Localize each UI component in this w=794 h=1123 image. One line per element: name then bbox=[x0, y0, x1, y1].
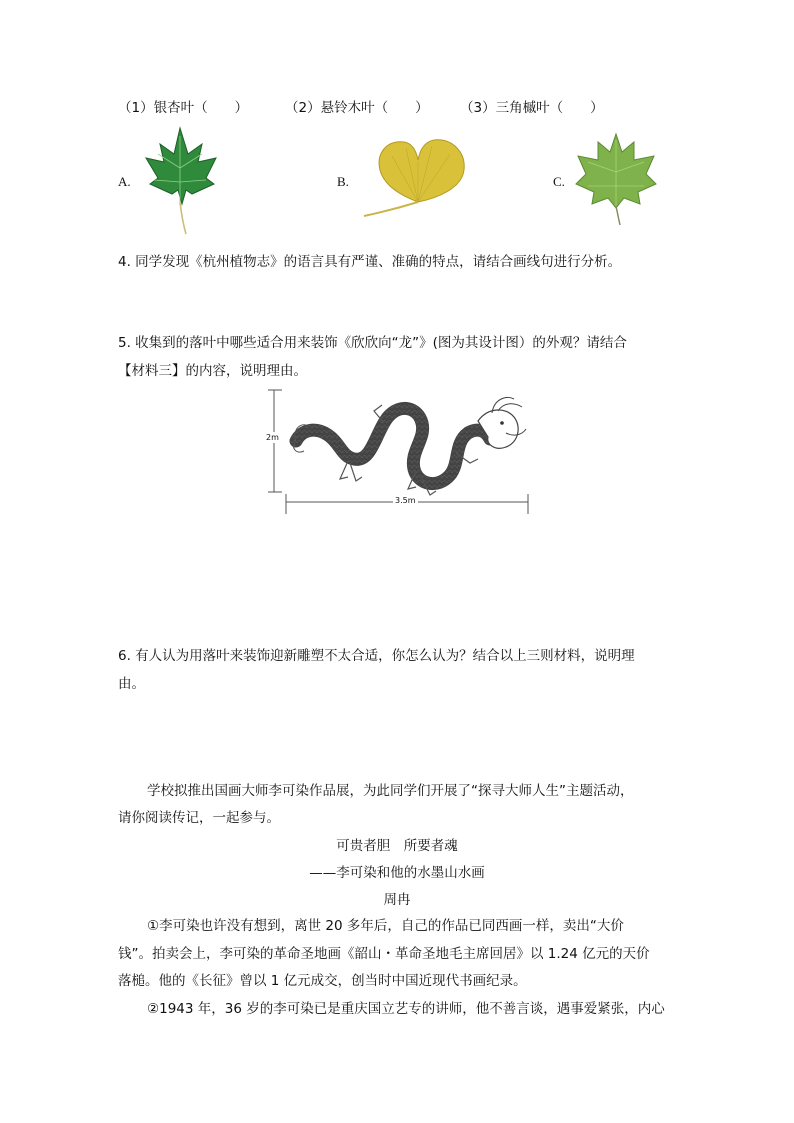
plane-tree-leaf-image bbox=[574, 132, 658, 226]
question-4: 4. 同学发现《杭州植物志》的语言具有严谨、准确的特点，请结合画线句进行分析。 bbox=[118, 254, 622, 270]
article-subtitle: ——李可染和他的水墨山水画 bbox=[309, 865, 485, 881]
dragon-width-label: 3.5m bbox=[395, 496, 416, 505]
paragraph-1-line-1: ①李可染也许没有想到，离世 20 多年后，自己的作品已同西画一样，卖出“大价 bbox=[147, 918, 624, 934]
paragraph-2-line-1: ②1943 年，36 岁的李可染已是重庆国立艺专的讲师，他不善言谈，遇事爱紧张，内心 bbox=[147, 1001, 665, 1017]
option-a-label: A. bbox=[118, 174, 131, 189]
leaf-question-trident-maple: （3）三角槭叶（ ） bbox=[460, 100, 604, 116]
leaf-question-plane-tree: （2）悬铃木叶（ ） bbox=[285, 100, 429, 116]
question-5-line-1: 5. 收集到的落叶中哪些适合用来装饰《欣欣向“龙”》(图为其设计图）的外观？请结合 bbox=[118, 335, 627, 351]
intro-line-2: 请你阅读传记，一起参与。 bbox=[118, 810, 280, 826]
article-title: 可贵者胆 所要者魂 bbox=[336, 838, 458, 854]
paragraph-1-line-2: 钱”。拍卖会上，李可染的革命圣地画《韶山・革命圣地毛主席回居》以 1.24 亿元的天价 bbox=[118, 946, 650, 962]
intro-line-1: 学校拟推出国画大师李可染作品展，为此同学们开展了“探寻大师人生”主题活动， bbox=[147, 783, 634, 799]
question-6-line-2: 由。 bbox=[118, 676, 145, 692]
dragon-illustration bbox=[292, 393, 528, 497]
leaf-question-ginkgo: （1）银杏叶（ ） bbox=[118, 100, 249, 116]
paragraph-1-line-3: 落槌。他的《长征》曾以 1 亿元成交，创当时中国近现代书画纪录。 bbox=[118, 973, 527, 989]
article-author: 周冉 bbox=[383, 892, 411, 908]
question-5-line-2: 【材料三】的内容，说明理由。 bbox=[118, 363, 307, 379]
ginkgo-leaf-image bbox=[362, 136, 474, 218]
option-c-label: C. bbox=[553, 174, 565, 189]
option-b-label: B. bbox=[337, 174, 349, 189]
question-6-line-1: 6. 有人认为用落叶来装饰迎新雕塑不太合适，你怎么认为？结合以上三则材料，说明理 bbox=[118, 648, 635, 664]
dragon-height-label: 2m bbox=[266, 433, 279, 442]
maple-leaf-image bbox=[140, 124, 220, 236]
